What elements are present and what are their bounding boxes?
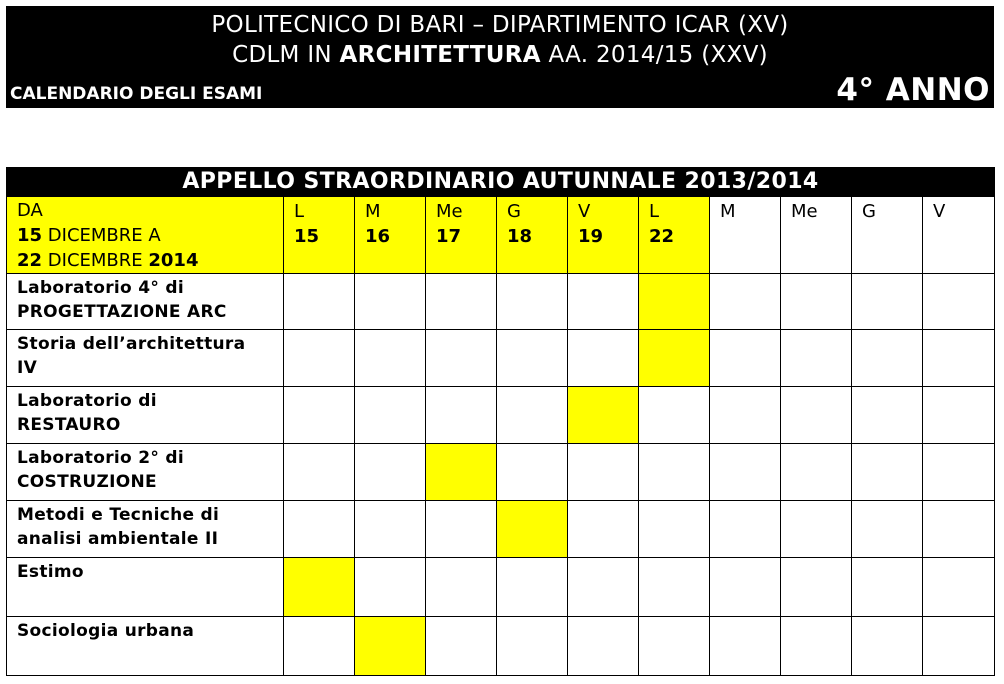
day-cell (781, 387, 852, 444)
day-cell (710, 444, 781, 501)
day-cell (639, 444, 710, 501)
day-cell (781, 274, 852, 330)
subject-line-1: Laboratorio di (17, 391, 157, 411)
course-name: ARCHITETTURA (339, 42, 541, 68)
day-number: 18 (507, 226, 533, 247)
subject-line-2: PROGETTAZIONE ARC (17, 302, 227, 322)
day-cell (355, 501, 426, 558)
day-cell (710, 501, 781, 558)
day-header-6 (710, 197, 781, 274)
period-from-num: 15 (17, 225, 43, 246)
day-cell (781, 330, 852, 387)
day-header-3 (497, 197, 568, 274)
day-cell (426, 617, 497, 676)
subject-line-1: Laboratorio 4° di (17, 278, 184, 298)
subject-row (7, 617, 995, 676)
day-header-2 (426, 197, 497, 274)
day-cell (497, 444, 568, 501)
day-cell (710, 387, 781, 444)
day-cell (852, 617, 923, 676)
day-cell (923, 330, 995, 387)
subject-name (7, 444, 284, 501)
exam-date-cell (355, 617, 426, 676)
institution-title: POLITECNICO DI BARI – DIPARTIMENTO ICAR (XV) (211, 12, 789, 38)
day-cell (497, 617, 568, 676)
subject-line-1: Sociologia urbana (17, 621, 195, 641)
period-da: DA (17, 200, 43, 221)
period-to (17, 248, 283, 273)
day-cell (568, 501, 639, 558)
day-cell (639, 387, 710, 444)
subject-row (7, 501, 995, 558)
subject-line-2: analisi ambientale II (17, 529, 219, 549)
subject-name (7, 558, 284, 617)
day-cell (852, 444, 923, 501)
day-cell (355, 330, 426, 387)
exam-date-cell (639, 274, 710, 330)
day-letter: V (578, 201, 591, 222)
subject-row (7, 387, 995, 444)
period-cell (7, 197, 284, 274)
title-row (7, 168, 995, 197)
subject-name (7, 501, 284, 558)
day-cell (781, 501, 852, 558)
subject-line-1: Estimo (17, 562, 84, 582)
day-cell (710, 558, 781, 617)
day-cell (568, 617, 639, 676)
day-cell (781, 558, 852, 617)
day-cell (284, 387, 355, 444)
exam-date-cell (426, 444, 497, 501)
exam-date-cell (497, 501, 568, 558)
subject-row (7, 444, 995, 501)
exam-date-cell (568, 387, 639, 444)
day-header-9 (923, 197, 995, 274)
day-cell (284, 444, 355, 501)
subject-name (7, 274, 284, 330)
day-cell (852, 558, 923, 617)
day-cell (852, 501, 923, 558)
day-cell (284, 501, 355, 558)
day-cell (568, 330, 639, 387)
year-label: 4° ANNO (836, 72, 990, 108)
day-cell (781, 617, 852, 676)
day-header-8 (852, 197, 923, 274)
day-cell (852, 387, 923, 444)
day-cell (710, 617, 781, 676)
day-number: 19 (578, 226, 604, 247)
course-suffix: AA. 2014/15 (XXV) (540, 42, 768, 68)
day-cell (639, 617, 710, 676)
day-cell (639, 501, 710, 558)
day-cell (781, 444, 852, 501)
subject-name (7, 330, 284, 387)
day-cell (284, 617, 355, 676)
day-number: 15 (294, 226, 320, 247)
day-letter: Me (436, 201, 463, 222)
period-to-text: DICEMBRE (42, 250, 149, 271)
subject-row (7, 558, 995, 617)
day-cell (497, 387, 568, 444)
day-cell (355, 274, 426, 330)
days-header-row (7, 197, 995, 274)
day-cell (497, 274, 568, 330)
course-prefix: CDLM IN (232, 42, 340, 68)
day-letter: M (365, 201, 381, 222)
period-from-text: DICEMBRE A (42, 225, 161, 246)
day-cell (852, 274, 923, 330)
day-letter: Me (791, 201, 818, 222)
day-cell (923, 444, 995, 501)
course-title (6, 42, 994, 68)
day-cell (426, 387, 497, 444)
document-header (6, 6, 994, 108)
day-cell (923, 387, 995, 444)
day-cell (426, 501, 497, 558)
day-cell (426, 274, 497, 330)
subject-row (7, 274, 995, 330)
subject-line-2: RESTAURO (17, 415, 121, 435)
day-cell (923, 617, 995, 676)
day-cell (710, 274, 781, 330)
exam-calendar-table (6, 167, 995, 676)
day-cell (355, 444, 426, 501)
day-header-5 (639, 197, 710, 274)
calendar-label: CALENDARIO DEGLI ESAMI (10, 84, 263, 104)
day-cell (568, 274, 639, 330)
day-cell (355, 558, 426, 617)
day-header-0 (284, 197, 355, 274)
subject-line-2: IV (17, 358, 38, 378)
day-cell (284, 274, 355, 330)
day-cell (639, 558, 710, 617)
subject-line-1: Metodi e Tecniche di (17, 505, 220, 525)
day-header-7 (781, 197, 852, 274)
day-cell (568, 558, 639, 617)
day-number: 22 (649, 226, 675, 247)
subject-line-1: Laboratorio 2° di (17, 448, 184, 468)
day-letter: G (862, 201, 876, 222)
period-from (17, 223, 283, 248)
subject-name (7, 387, 284, 444)
day-letter: V (933, 201, 946, 222)
subject-name (7, 617, 284, 676)
day-letter: L (649, 201, 660, 222)
period-to-num: 22 (17, 250, 43, 271)
day-header-1 (355, 197, 426, 274)
period-to-year: 2014 (148, 250, 199, 271)
day-header-4 (568, 197, 639, 274)
day-letter: L (294, 201, 305, 222)
day-letter: G (507, 201, 521, 222)
day-cell (426, 558, 497, 617)
day-cell (355, 387, 426, 444)
day-number: 16 (365, 226, 391, 247)
day-cell (923, 558, 995, 617)
day-cell (852, 330, 923, 387)
day-number: 17 (436, 226, 462, 247)
day-cell (497, 330, 568, 387)
day-cell (497, 558, 568, 617)
day-cell (710, 330, 781, 387)
day-cell (923, 274, 995, 330)
exam-date-cell (284, 558, 355, 617)
day-letter: M (720, 201, 736, 222)
exam-date-cell (639, 330, 710, 387)
subject-line-2: COSTRUZIONE (17, 472, 157, 492)
subject-row (7, 330, 995, 387)
day-cell (426, 330, 497, 387)
day-cell (284, 330, 355, 387)
day-cell (568, 444, 639, 501)
day-cell (923, 501, 995, 558)
session-title: APPELLO STRAORDINARIO AUTUNNALE 2013/2014 (7, 168, 995, 197)
subject-line-1: Storia dell’architettura (17, 334, 246, 354)
